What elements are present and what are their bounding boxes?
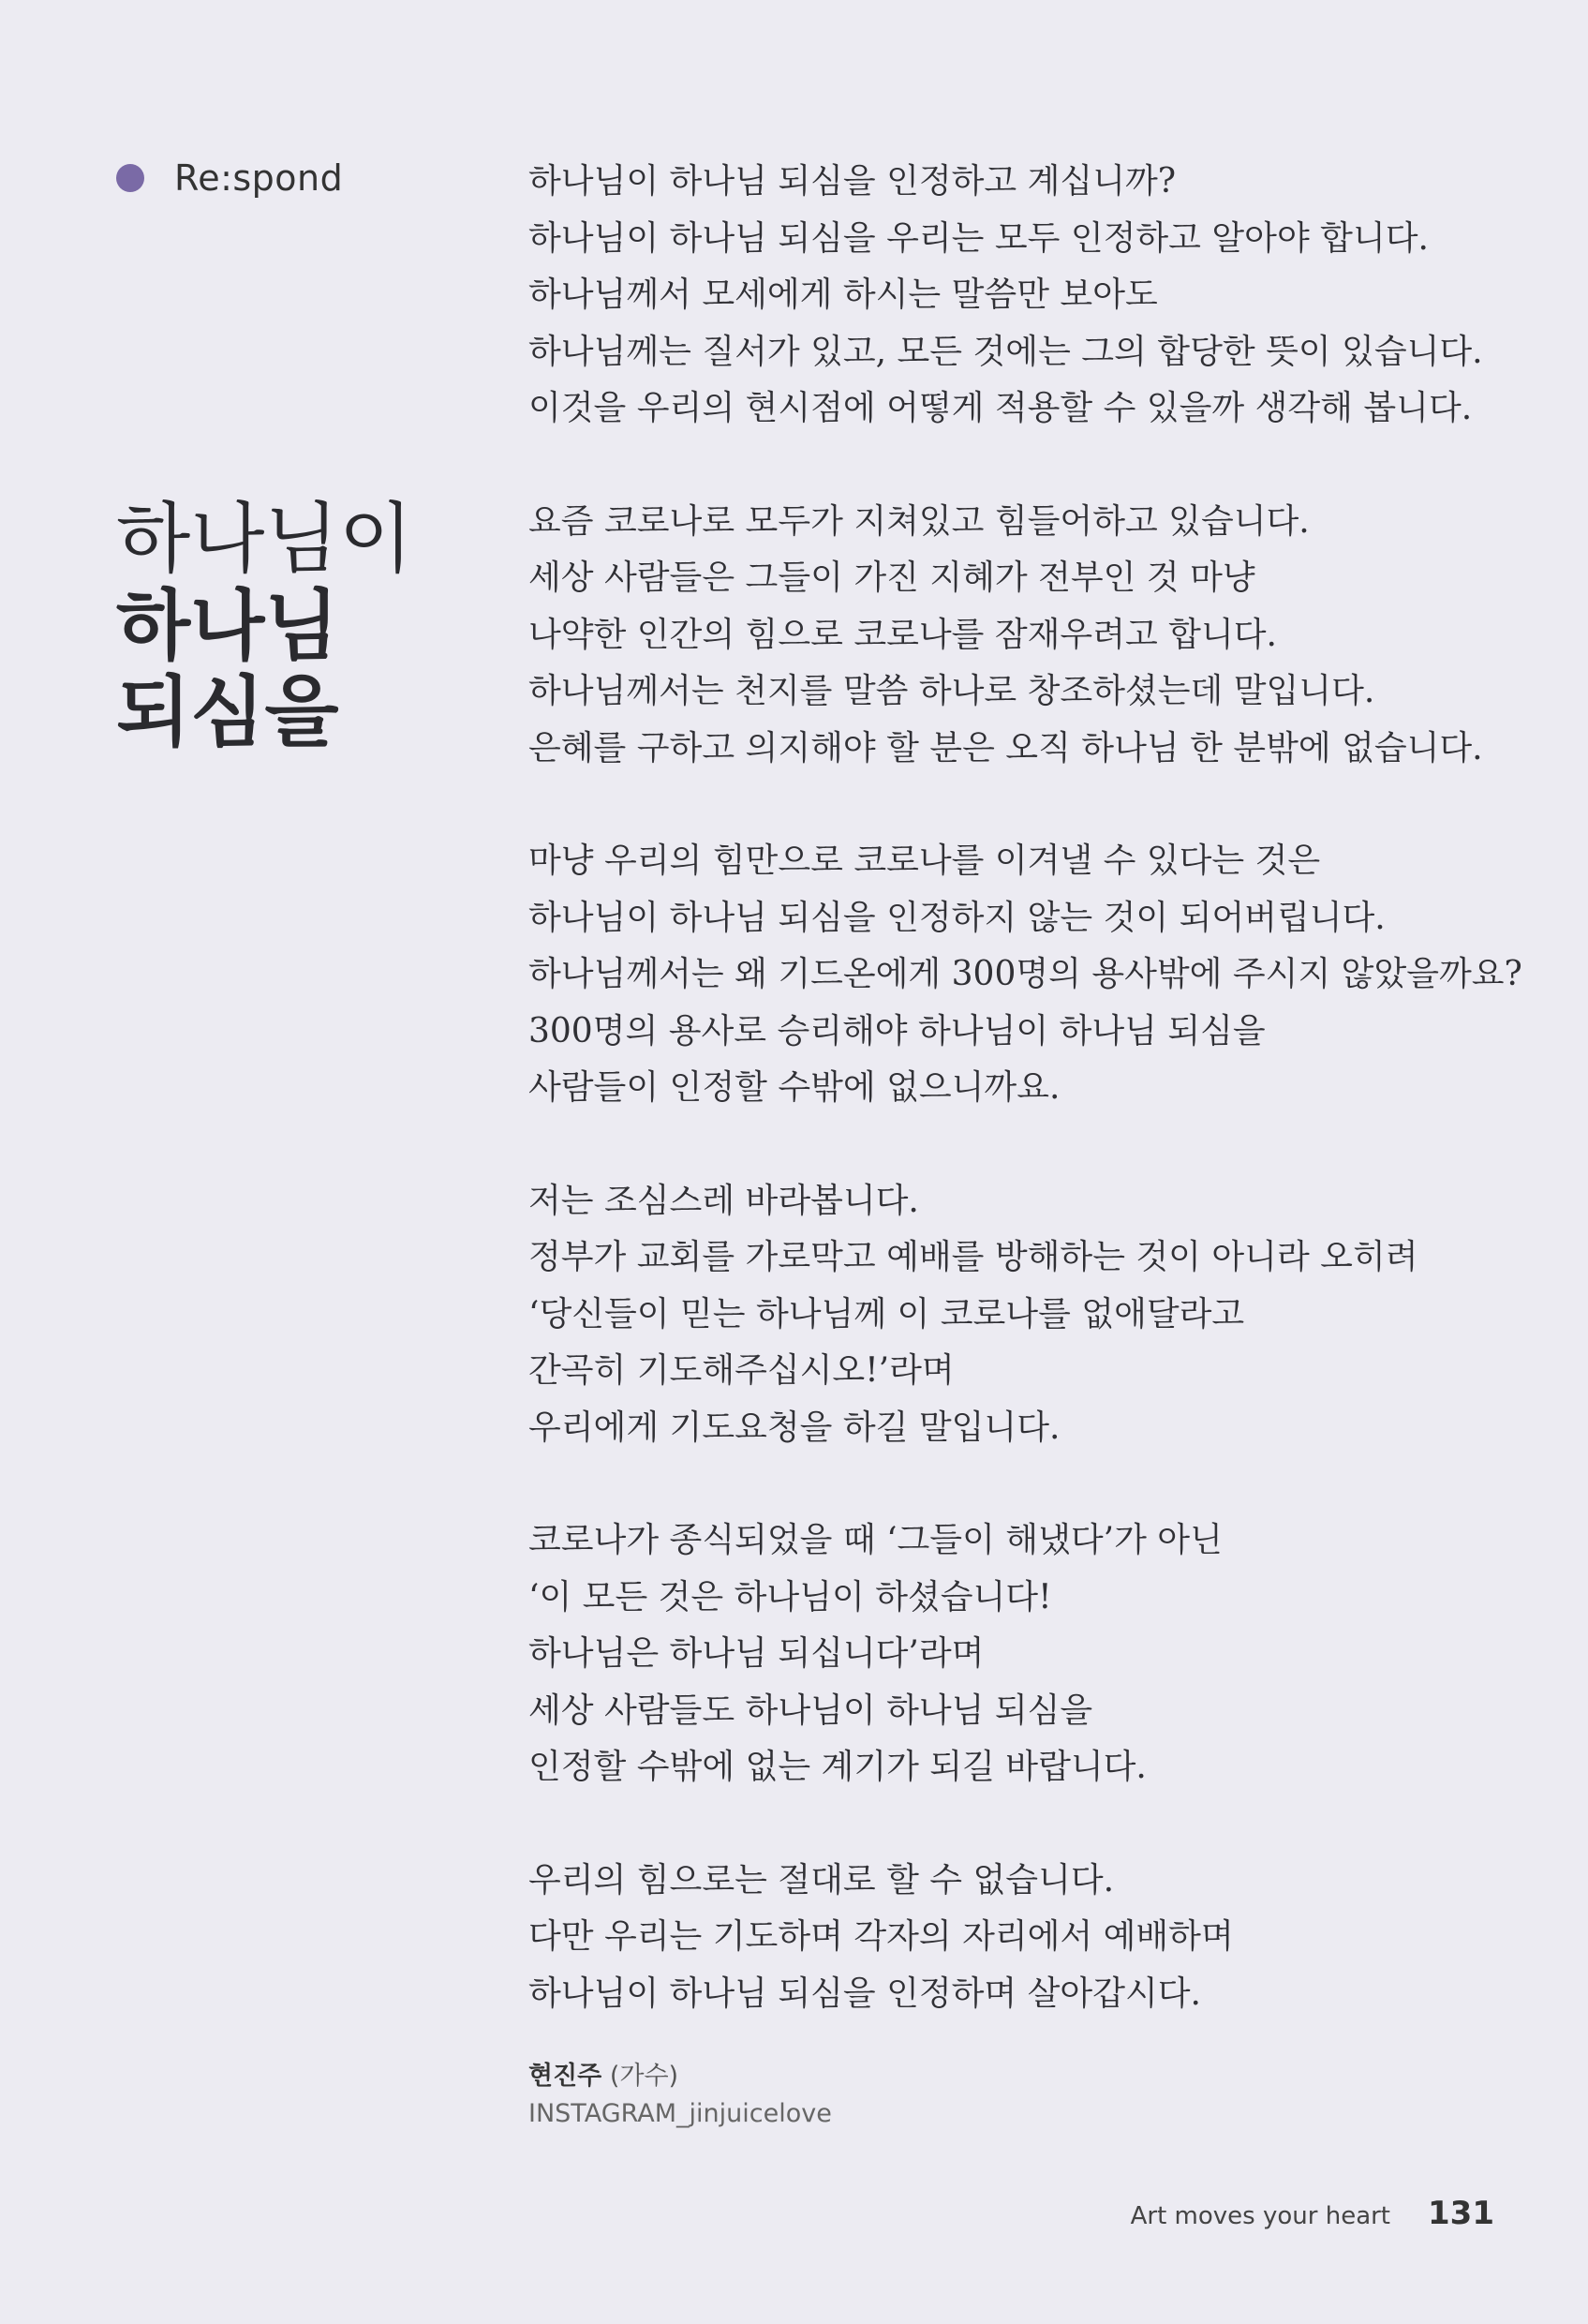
- body-line: 저는 조심스레 바라봅니다.: [528, 1181, 919, 1220]
- body-line: 세상 사람들도 하나님이 하나님 되심을: [528, 1691, 1093, 1730]
- body-line: 하나님께는 질서가 있고, 모든 것에는 그의 합당한 뜻이 있습니다.: [528, 332, 1483, 371]
- body-line: 정부가 교회를 가로막고 예배를 방해하는 것이 아니라 오히려: [528, 1238, 1418, 1276]
- body-line: 하나님께서는 왜 기드온에게 300명의 용사밖에 주시지 않았을까요?: [528, 955, 1522, 993]
- bullet-dot-icon: [116, 164, 144, 192]
- body-line: 세상 사람들은 그들이 가진 지혜가 전부인 것 마냥: [528, 559, 1255, 597]
- body-line: 하나님이 하나님 되심을 인정하며 살아갑시다.: [528, 1974, 1201, 2013]
- title-line: 하나님: [116, 581, 339, 671]
- paragraph: [528, 154, 1521, 438]
- paragraph: [528, 1173, 1521, 1457]
- body-line: 하나님이 하나님 되심을 우리는 모두 인정하고 알아야 합니다.: [528, 218, 1429, 258]
- body-line: 코로나가 종식되었을 때 ‘그들이 해냈다’가 아닌: [528, 1521, 1223, 1559]
- body-line: 요즘 코로나로 모두가 지쳐있고 힘들어하고 있습니다.: [528, 501, 1310, 541]
- body-line: 이것을 우리의 현시점에 어떻게 적용할 수 있을까 생각해 봅니다.: [528, 389, 1473, 427]
- body-line: 우리에게 기도요청을 하길 말입니다.: [528, 1408, 1061, 1447]
- title-line: 하나님이: [116, 495, 413, 584]
- body-line: 인정할 수밖에 없는 계기가 되길 바랍니다.: [528, 1748, 1147, 1786]
- byline-name-row: [528, 2058, 832, 2095]
- author-instagram: INSTAGRAM_jinjuicelove: [528, 2099, 832, 2128]
- body-line: 은혜를 구하고 의지해야 할 분은 오직 하나님 한 분밖에 없습니다.: [528, 728, 1483, 767]
- page-footer: [1131, 2195, 1494, 2232]
- body-line: 간곡히 기도해주십시오!’라며: [528, 1351, 955, 1390]
- body-line: 나약한 인간의 힘으로 코로나를 잠재우려고 합니다.: [528, 615, 1277, 654]
- paragraph: [528, 1853, 1521, 2023]
- body-line: 우리의 힘으로는 절대로 할 수 없습니다.: [528, 1860, 1115, 1899]
- body-line: 하나님께서 모세에게 하시는 말씀만 보아도: [528, 276, 1158, 314]
- body-line: 하나님은 하나님 되십니다’라며: [528, 1634, 985, 1673]
- body-line: 사람들이 인정할 수밖에 없으니까요.: [528, 1068, 1061, 1107]
- byline: [528, 2058, 832, 2133]
- page-number: 131: [1428, 2195, 1494, 2232]
- section-label: Re:spond: [174, 157, 344, 199]
- title-line: 되심을: [116, 667, 339, 757]
- article-body: [528, 154, 1521, 2078]
- body-line: 하나님이 하나님 되심을 인정하고 계십니까?: [528, 162, 1177, 201]
- body-line: 마냥 우리의 힘만으로 코로나를 이겨낼 수 있다는 것은: [528, 842, 1321, 880]
- paragraph: [528, 833, 1521, 1117]
- paragraph: [528, 1512, 1521, 1796]
- article-title: [116, 497, 413, 755]
- body-line: 하나님이 하나님 되심을 인정하지 않는 것이 되어버립니다.: [528, 898, 1386, 937]
- body-line: 다만 우리는 기도하며 각자의 자리에서 예배하며: [528, 1917, 1234, 1956]
- body-line: 300명의 용사로 승리해야 하나님이 하나님 되심을: [528, 1011, 1266, 1050]
- footer-tagline: Art moves your heart: [1130, 2202, 1391, 2230]
- body-line: ‘당신들이 믿는 하나님께 이 코로나를 없애달라고: [528, 1294, 1245, 1333]
- author-name: 현진주: [528, 2062, 602, 2091]
- author-role: (가수): [609, 2062, 679, 2091]
- body-line: ‘이 모든 것은 하나님이 하셨습니다!: [528, 1577, 1052, 1616]
- section-tag: [116, 157, 343, 199]
- body-line: 하나님께서는 천지를 말씀 하나로 창조하셨는데 말입니다.: [528, 672, 1375, 710]
- paragraph: [528, 494, 1521, 778]
